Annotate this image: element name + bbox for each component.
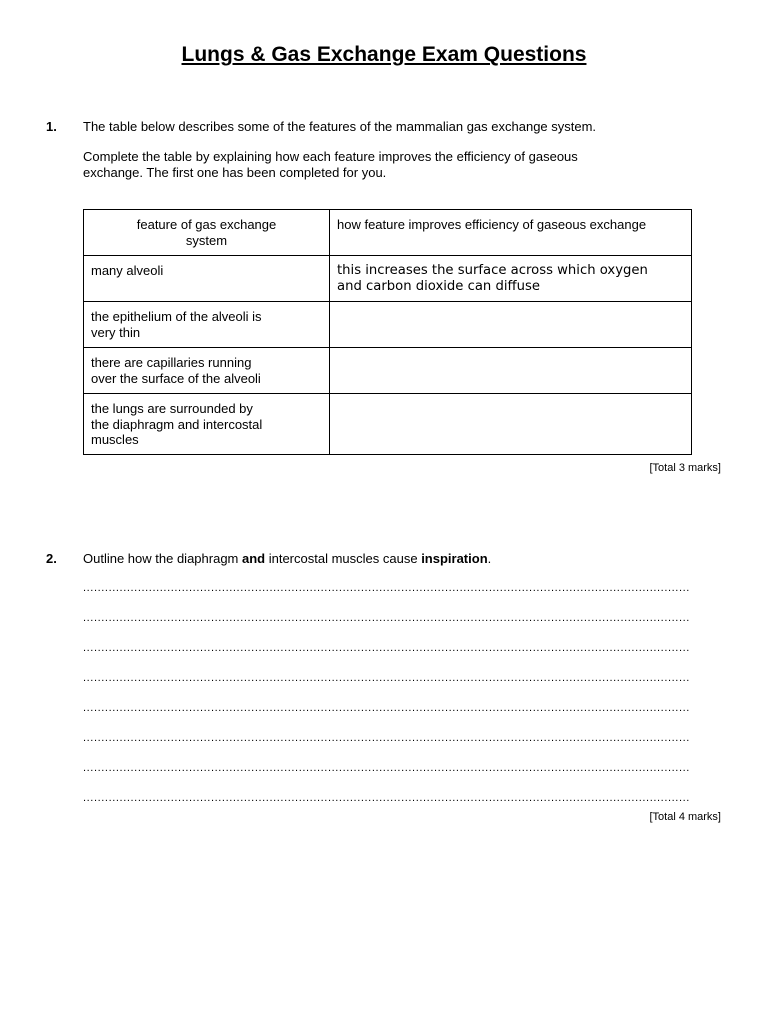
header-feature (84, 210, 330, 256)
answer-line[interactable]: ...................................................................................................................................................................... (83, 762, 690, 774)
feature-line: the diaphragm and intercostal (91, 416, 263, 432)
question-1-number: 1. (46, 119, 57, 134)
answer-line[interactable]: ...................................................................................................................................................................... (83, 732, 690, 744)
table-row (84, 394, 692, 455)
prompt-text: . (487, 551, 492, 566)
answer-cell[interactable] (330, 394, 692, 455)
answer-line[interactable]: ...................................................................................................................................................................... (83, 702, 690, 714)
question-2-number: 2. (46, 551, 57, 566)
answer-line[interactable]: ...................................................................................................................................................................... (83, 582, 690, 594)
question-1-instruction (83, 149, 578, 180)
feature-cell (84, 302, 330, 348)
answer-cell[interactable] (330, 348, 692, 394)
feature-line: many alveoli (91, 263, 164, 278)
prompt-bold: and (241, 551, 266, 566)
header-feature-line: system (185, 232, 228, 248)
table-row (84, 256, 692, 302)
instruction-line: exchange. The first one has been completed for you. (83, 164, 387, 180)
answer-cell[interactable] (330, 302, 692, 348)
answer-line[interactable]: ...................................................................................................................................................................... (83, 612, 690, 624)
answer-line: this increases the surface across which oxygen (337, 263, 648, 278)
feature-line: the lungs are surrounded by (91, 401, 253, 416)
instruction-line: Complete the table by explaining how each feature improves the efficiency of gaseous (83, 149, 578, 164)
table-header-row (84, 210, 692, 256)
feature-line: the epithelium of the alveoli is (91, 309, 262, 324)
feature-cell (84, 256, 330, 302)
feature-cell (84, 348, 330, 394)
header-feature-line: feature of gas exchange (136, 217, 277, 232)
page-title: Lungs & Gas Exchange Exam Questions (181, 43, 587, 66)
feature-line: muscles (91, 432, 139, 447)
answer-line[interactable]: ...................................................................................................................................................................... (83, 792, 690, 804)
question-2-marks: [Total 4 marks] (649, 811, 721, 823)
feature-cell (84, 394, 330, 455)
answer-line: and carbon dioxide can diffuse (337, 278, 540, 294)
question-1-intro: The table below describes some of the features of the mammalian gas exchange system. (83, 119, 597, 134)
answer-line[interactable]: ...................................................................................................................................................................... (83, 642, 690, 654)
feature-line: over the surface of the alveoli (91, 370, 261, 386)
answer-line[interactable]: ...................................................................................................................................................................... (83, 672, 690, 684)
prompt-text: Outline how the diaphragm (83, 551, 242, 566)
prompt-bold: inspiration (421, 551, 488, 566)
answer-cell[interactable] (330, 256, 692, 302)
header-how: how feature improves efficiency of gaseous exchange (330, 210, 692, 256)
feature-line: very thin (91, 324, 141, 340)
question-1-marks: [Total 3 marks] (649, 462, 721, 474)
features-table (83, 209, 692, 455)
question-2-prompt (83, 551, 491, 567)
table-row (84, 302, 692, 348)
prompt-text: intercostal muscles cause (265, 551, 422, 566)
feature-line: there are capillaries running (91, 355, 252, 370)
table-row (84, 348, 692, 394)
